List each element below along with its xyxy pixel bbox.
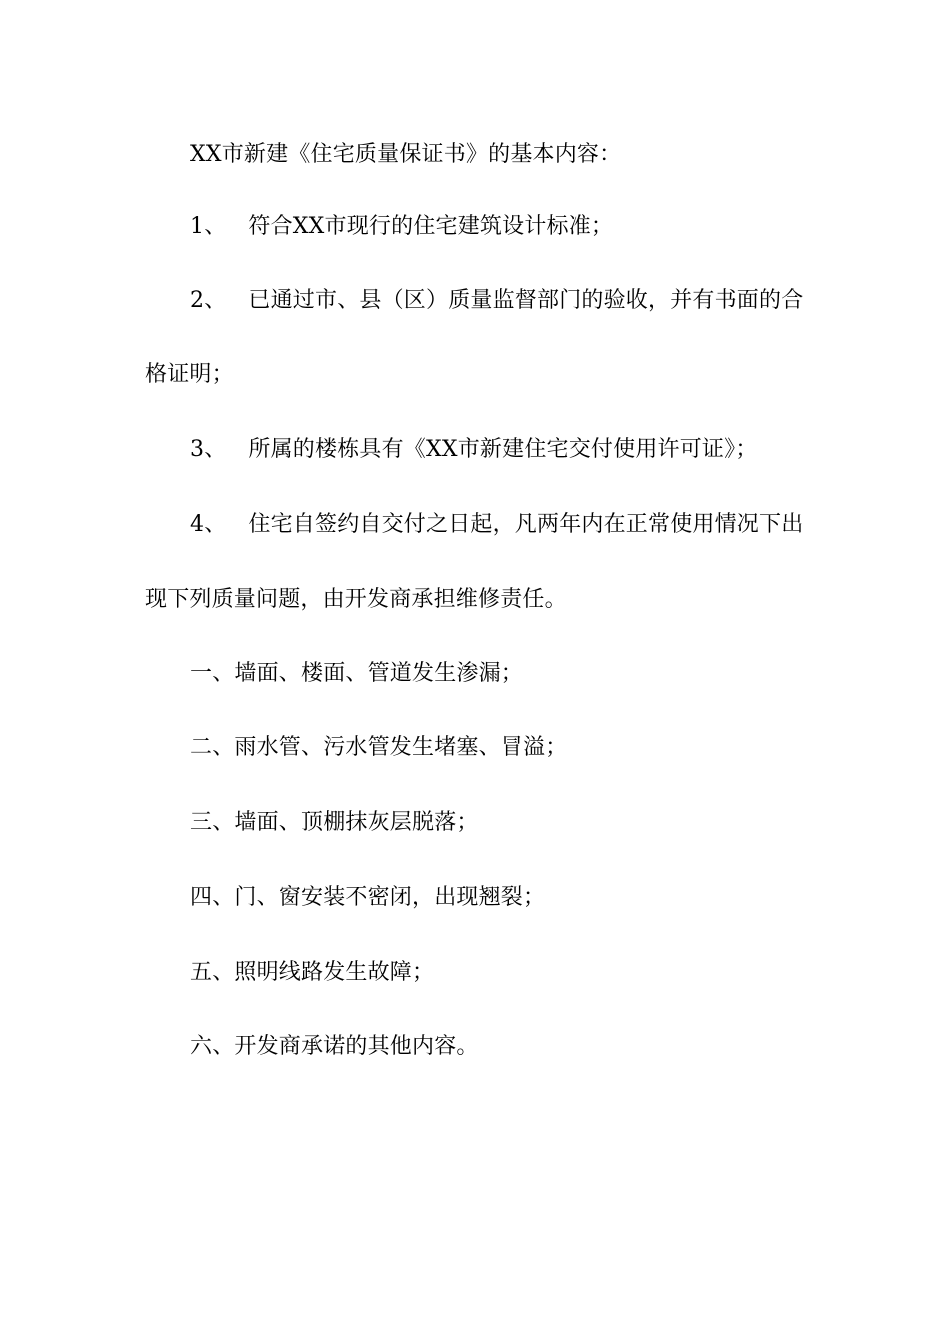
- sub-item-text: 五、照明线路发生故障；: [190, 960, 435, 985]
- sub-item-2: [190, 735, 567, 761]
- item-text: 所属的楼栋具有《XX市新建住宅交付使用许可证》；: [248, 437, 758, 462]
- list-item-3: [190, 437, 758, 463]
- list-item-4-continuation: [145, 587, 567, 613]
- item-text: 住宅自签约自交付之日起，凡两年内在正常使用情况下出: [248, 512, 804, 537]
- sub-item-text: 四、门、窗安装不密闭，出现翘裂；: [190, 885, 546, 910]
- item-number: 3、: [190, 437, 227, 462]
- item-text: 符合XX市现行的住宅建筑设计标准；: [248, 214, 614, 239]
- sub-item-text: 六、开发商承诺的其他内容。: [190, 1034, 479, 1059]
- sub-item-4: [190, 885, 545, 911]
- sub-item-1: [190, 661, 523, 687]
- sub-item-3: [190, 810, 479, 836]
- item-number: 2、: [190, 288, 227, 313]
- item-text: 已通过市、县（区）质量监督部门的验收，并有书面的合: [248, 288, 804, 313]
- list-item-2: [190, 288, 804, 314]
- document-heading: [190, 142, 621, 168]
- sub-item-text: 二、雨水管、污水管发生堵塞、冒溢；: [190, 735, 568, 760]
- list-item-2-continuation: [145, 362, 234, 388]
- sub-item-text: 一、墙面、楼面、管道发生渗漏；: [190, 661, 524, 686]
- item-number: 4、: [190, 512, 227, 537]
- sub-item-text: 三、墙面、顶棚抹灰层脱落；: [190, 810, 479, 835]
- item-continuation: 现下列质量问题，由开发商承担维修责任。: [145, 587, 567, 612]
- sub-item-6: [190, 1034, 479, 1060]
- item-continuation: 格证明；: [145, 362, 234, 387]
- list-item-1: [190, 214, 613, 240]
- sub-item-5: [190, 960, 434, 986]
- list-item-4: [190, 512, 803, 538]
- heading-text: XX市新建《住宅质量保证书》的基本内容：: [190, 142, 622, 167]
- item-number: 1、: [190, 214, 227, 239]
